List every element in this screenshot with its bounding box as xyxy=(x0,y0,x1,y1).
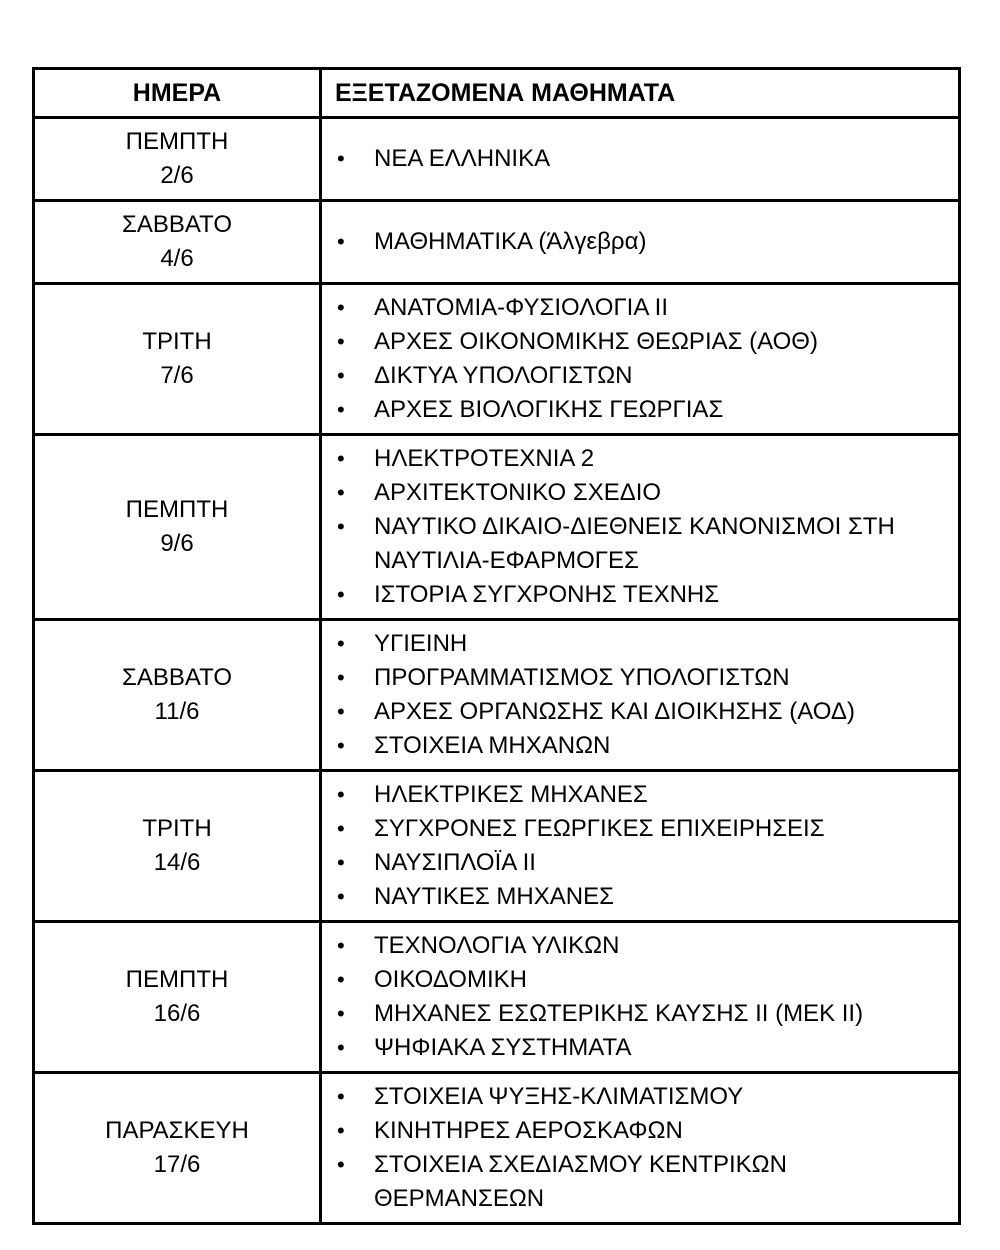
list-item xyxy=(334,963,950,997)
subject-label: ΣΥΓΧΡΟΝΕΣ ΓΕΩΡΓΙΚΕΣ ΕΠΙΧΕΙΡΗΣΕΙΣ xyxy=(374,815,825,842)
subject-label: ΚΙΝΗΤΗΡΕΣ ΑΕΡΟΣΚΑΦΩΝ xyxy=(374,1117,683,1144)
subject-list xyxy=(334,225,950,259)
day-date: 7/6 xyxy=(160,362,194,389)
table-row xyxy=(34,771,960,922)
subject-label: ΠΡΟΓΡΑΜΜΑΤΙΣΜΟΣ ΥΠΟΛΟΓΙΣΤΩΝ xyxy=(374,664,790,691)
subject-label: ΑΡΧΙΤΕΚΤΟΝΙΚΟ ΣΧΕΔΙΟ xyxy=(374,479,662,506)
list-item xyxy=(334,578,950,612)
subject-label: ΝΑΥΤΙΚΕΣ ΜΗΧΑΝΕΣ xyxy=(374,883,614,910)
subject-label: ΑΡΧΕΣ ΟΙΚΟΝΟΜΙΚΗΣ ΘΕΩΡΙΑΣ (ΑΟΘ) xyxy=(374,328,818,355)
list-item xyxy=(334,880,950,914)
subject-label: ΝΑΥΤΙΚΟ ΔΙΚΑΙΟ-ΔΙΕΘΝΕΙΣ ΚΑΝΟΝΙΣΜΟΙ ΣΤΗ ΝΑΥΤΙΛΙΑ-ΕΦΑΡΜΟΓΕΣ xyxy=(374,513,895,574)
bullet-icon: • xyxy=(337,480,345,505)
list-item xyxy=(334,291,950,325)
bullet-icon: • xyxy=(337,295,345,320)
day-date: 17/6 xyxy=(153,1151,201,1178)
subject-label: ΑΝΑΤΟΜΙΑ-ΦΥΣΙΟΛΟΓΙΑ ΙΙ xyxy=(374,294,669,321)
day-name: ΤΡΙΤΗ xyxy=(142,815,212,842)
bullet-icon: • xyxy=(337,363,345,388)
subjects-cell xyxy=(321,284,960,435)
table-row xyxy=(34,1073,960,1224)
bullet-icon: • xyxy=(337,1118,345,1143)
subject-label: ΝΕΑ ΕΛΛΗΝΙΚΑ xyxy=(374,145,551,172)
subject-label: ΔΙΚΤΥΑ ΥΠΟΛΟΓΙΣΤΩΝ xyxy=(374,362,633,389)
subject-label: ΟΙΚΟΔΟΜΙΚΗ xyxy=(374,966,527,993)
bullet-icon: • xyxy=(337,1084,345,1109)
list-item xyxy=(334,510,950,578)
list-item xyxy=(334,442,950,476)
list-item xyxy=(334,846,950,880)
bullet-icon: • xyxy=(337,329,345,354)
subject-list xyxy=(334,442,950,612)
day-cell xyxy=(34,435,321,620)
list-item xyxy=(334,325,950,359)
day-cell xyxy=(34,1073,321,1224)
day-cell xyxy=(34,922,321,1073)
day-name: ΠΕΜΠΤΗ xyxy=(125,496,229,523)
list-item xyxy=(334,695,950,729)
list-item xyxy=(334,359,950,393)
bullet-icon: • xyxy=(337,782,345,807)
day-cell xyxy=(34,284,321,435)
exam-schedule-table xyxy=(32,67,961,1225)
day-name: ΤΡΙΤΗ xyxy=(142,328,212,355)
bullet-icon: • xyxy=(337,146,345,171)
bullet-icon: • xyxy=(337,1001,345,1026)
day-name: ΠΕΜΠΤΗ xyxy=(125,966,229,993)
subject-label: ΣΤΟΙΧΕΙΑ ΜΗΧΑΝΩΝ xyxy=(374,732,611,759)
bullet-icon: • xyxy=(337,446,345,471)
day-name: ΣΑΒΒΑΤΟ xyxy=(122,211,232,238)
subjects-cell xyxy=(321,771,960,922)
subject-label: ΜΗΧΑΝΕΣ ΕΣΩΤΕΡΙΚΗΣ ΚΑΥΣΗΣ ΙΙ (ΜΕΚ ΙΙ) xyxy=(374,1000,864,1027)
day-cell xyxy=(34,118,321,201)
subject-label: ΜΑΘΗΜΑΤΙΚΑ (Άλγεβρα) xyxy=(374,228,647,255)
day-date: 2/6 xyxy=(160,162,194,189)
subject-list xyxy=(334,778,950,914)
subjects-cell xyxy=(321,922,960,1073)
table-row xyxy=(34,118,960,201)
table-row xyxy=(34,435,960,620)
day-date: 4/6 xyxy=(160,245,194,272)
list-item xyxy=(334,627,950,661)
subject-label: ΤΕΧΝΟΛΟΓΙΑ ΥΛΙΚΩΝ xyxy=(374,932,620,959)
day-date: 14/6 xyxy=(153,849,201,876)
subject-label: ΙΣΤΟΡΙΑ ΣΥΓΧΡΟΝΗΣ ΤΕΧΝΗΣ xyxy=(374,581,720,608)
subjects-column-header: ΕΞΕΤΑΖΟΜΕΝΑ ΜΑΘΗΜΑΤΑ xyxy=(321,69,960,118)
list-item xyxy=(334,997,950,1031)
subject-label: ΑΡΧΕΣ ΟΡΓΑΝΩΣΗΣ ΚΑΙ ΔΙΟΙΚΗΣΗΣ (ΑΟΔ) xyxy=(374,698,855,725)
day-cell xyxy=(34,201,321,284)
subject-list xyxy=(334,627,950,763)
bullet-icon: • xyxy=(337,1152,345,1177)
subject-label: ΣΤΟΙΧΕΙΑ ΣΧΕΔΙΑΣΜΟΥ ΚΕΝΤΡΙΚΩΝ ΘΕΡΜΑΝΣΕΩΝ xyxy=(374,1151,787,1212)
day-cell xyxy=(34,771,321,922)
list-item xyxy=(334,1080,950,1114)
subject-list xyxy=(334,142,950,176)
list-item xyxy=(334,1148,950,1216)
bullet-icon: • xyxy=(337,631,345,656)
bullet-icon: • xyxy=(337,582,345,607)
bullet-icon: • xyxy=(337,884,345,909)
list-item xyxy=(334,661,950,695)
subject-label: ΗΛΕΚΤΡΙΚΕΣ ΜΗΧΑΝΕΣ xyxy=(374,781,648,808)
day-name: ΠΑΡΑΣΚΕΥΗ xyxy=(105,1117,249,1144)
subject-label: ΗΛΕΚΤΡΟΤΕΧΝΙΑ 2 xyxy=(374,445,595,472)
day-date: 9/6 xyxy=(160,530,194,557)
subject-list xyxy=(334,1080,950,1216)
list-item xyxy=(334,929,950,963)
subject-list xyxy=(334,291,950,427)
bullet-icon: • xyxy=(337,229,345,254)
list-item xyxy=(334,778,950,812)
list-item xyxy=(334,476,950,510)
subjects-cell xyxy=(321,201,960,284)
table-row xyxy=(34,201,960,284)
bullet-icon: • xyxy=(337,1035,345,1060)
bullet-icon: • xyxy=(337,514,345,539)
bullet-icon: • xyxy=(337,733,345,758)
day-name: ΠΕΜΠΤΗ xyxy=(125,128,229,155)
bullet-icon: • xyxy=(337,850,345,875)
day-column-header: ΗΜΕΡΑ xyxy=(34,69,321,118)
table-row xyxy=(34,620,960,771)
subject-label: ΑΡΧΕΣ ΒΙΟΛΟΓΙΚΗΣ ΓΕΩΡΓΙΑΣ xyxy=(374,396,724,423)
bullet-icon: • xyxy=(337,933,345,958)
table-row xyxy=(34,284,960,435)
list-item xyxy=(334,393,950,427)
list-item xyxy=(334,1114,950,1148)
subject-list xyxy=(334,929,950,1065)
list-item xyxy=(334,729,950,763)
subjects-cell xyxy=(321,1073,960,1224)
list-item xyxy=(334,812,950,846)
bullet-icon: • xyxy=(337,816,345,841)
subject-label: ΨΗΦΙΑΚΑ ΣΥΣΤΗΜΑΤΑ xyxy=(374,1034,632,1061)
subject-label: ΝΑΥΣΙΠΛΟΪΑ ΙΙ xyxy=(374,849,536,876)
list-item xyxy=(334,225,950,259)
list-item xyxy=(334,1031,950,1065)
subject-label: ΣΤΟΙΧΕΙΑ ΨΥΞΗΣ-ΚΛΙΜΑΤΙΣΜΟΥ xyxy=(374,1083,744,1110)
bullet-icon: • xyxy=(337,665,345,690)
subjects-cell xyxy=(321,620,960,771)
day-name: ΣΑΒΒΑΤΟ xyxy=(122,664,232,691)
bullet-icon: • xyxy=(337,397,345,422)
day-cell xyxy=(34,620,321,771)
subjects-cell xyxy=(321,118,960,201)
subjects-cell xyxy=(321,435,960,620)
header-row xyxy=(34,69,960,118)
day-date: 11/6 xyxy=(154,698,200,725)
bullet-icon: • xyxy=(337,967,345,992)
day-date: 16/6 xyxy=(153,1000,201,1027)
subject-label: ΥΓΙΕΙΝΗ xyxy=(374,630,468,657)
list-item xyxy=(334,142,950,176)
bullet-icon: • xyxy=(337,699,345,724)
table-row xyxy=(34,922,960,1073)
